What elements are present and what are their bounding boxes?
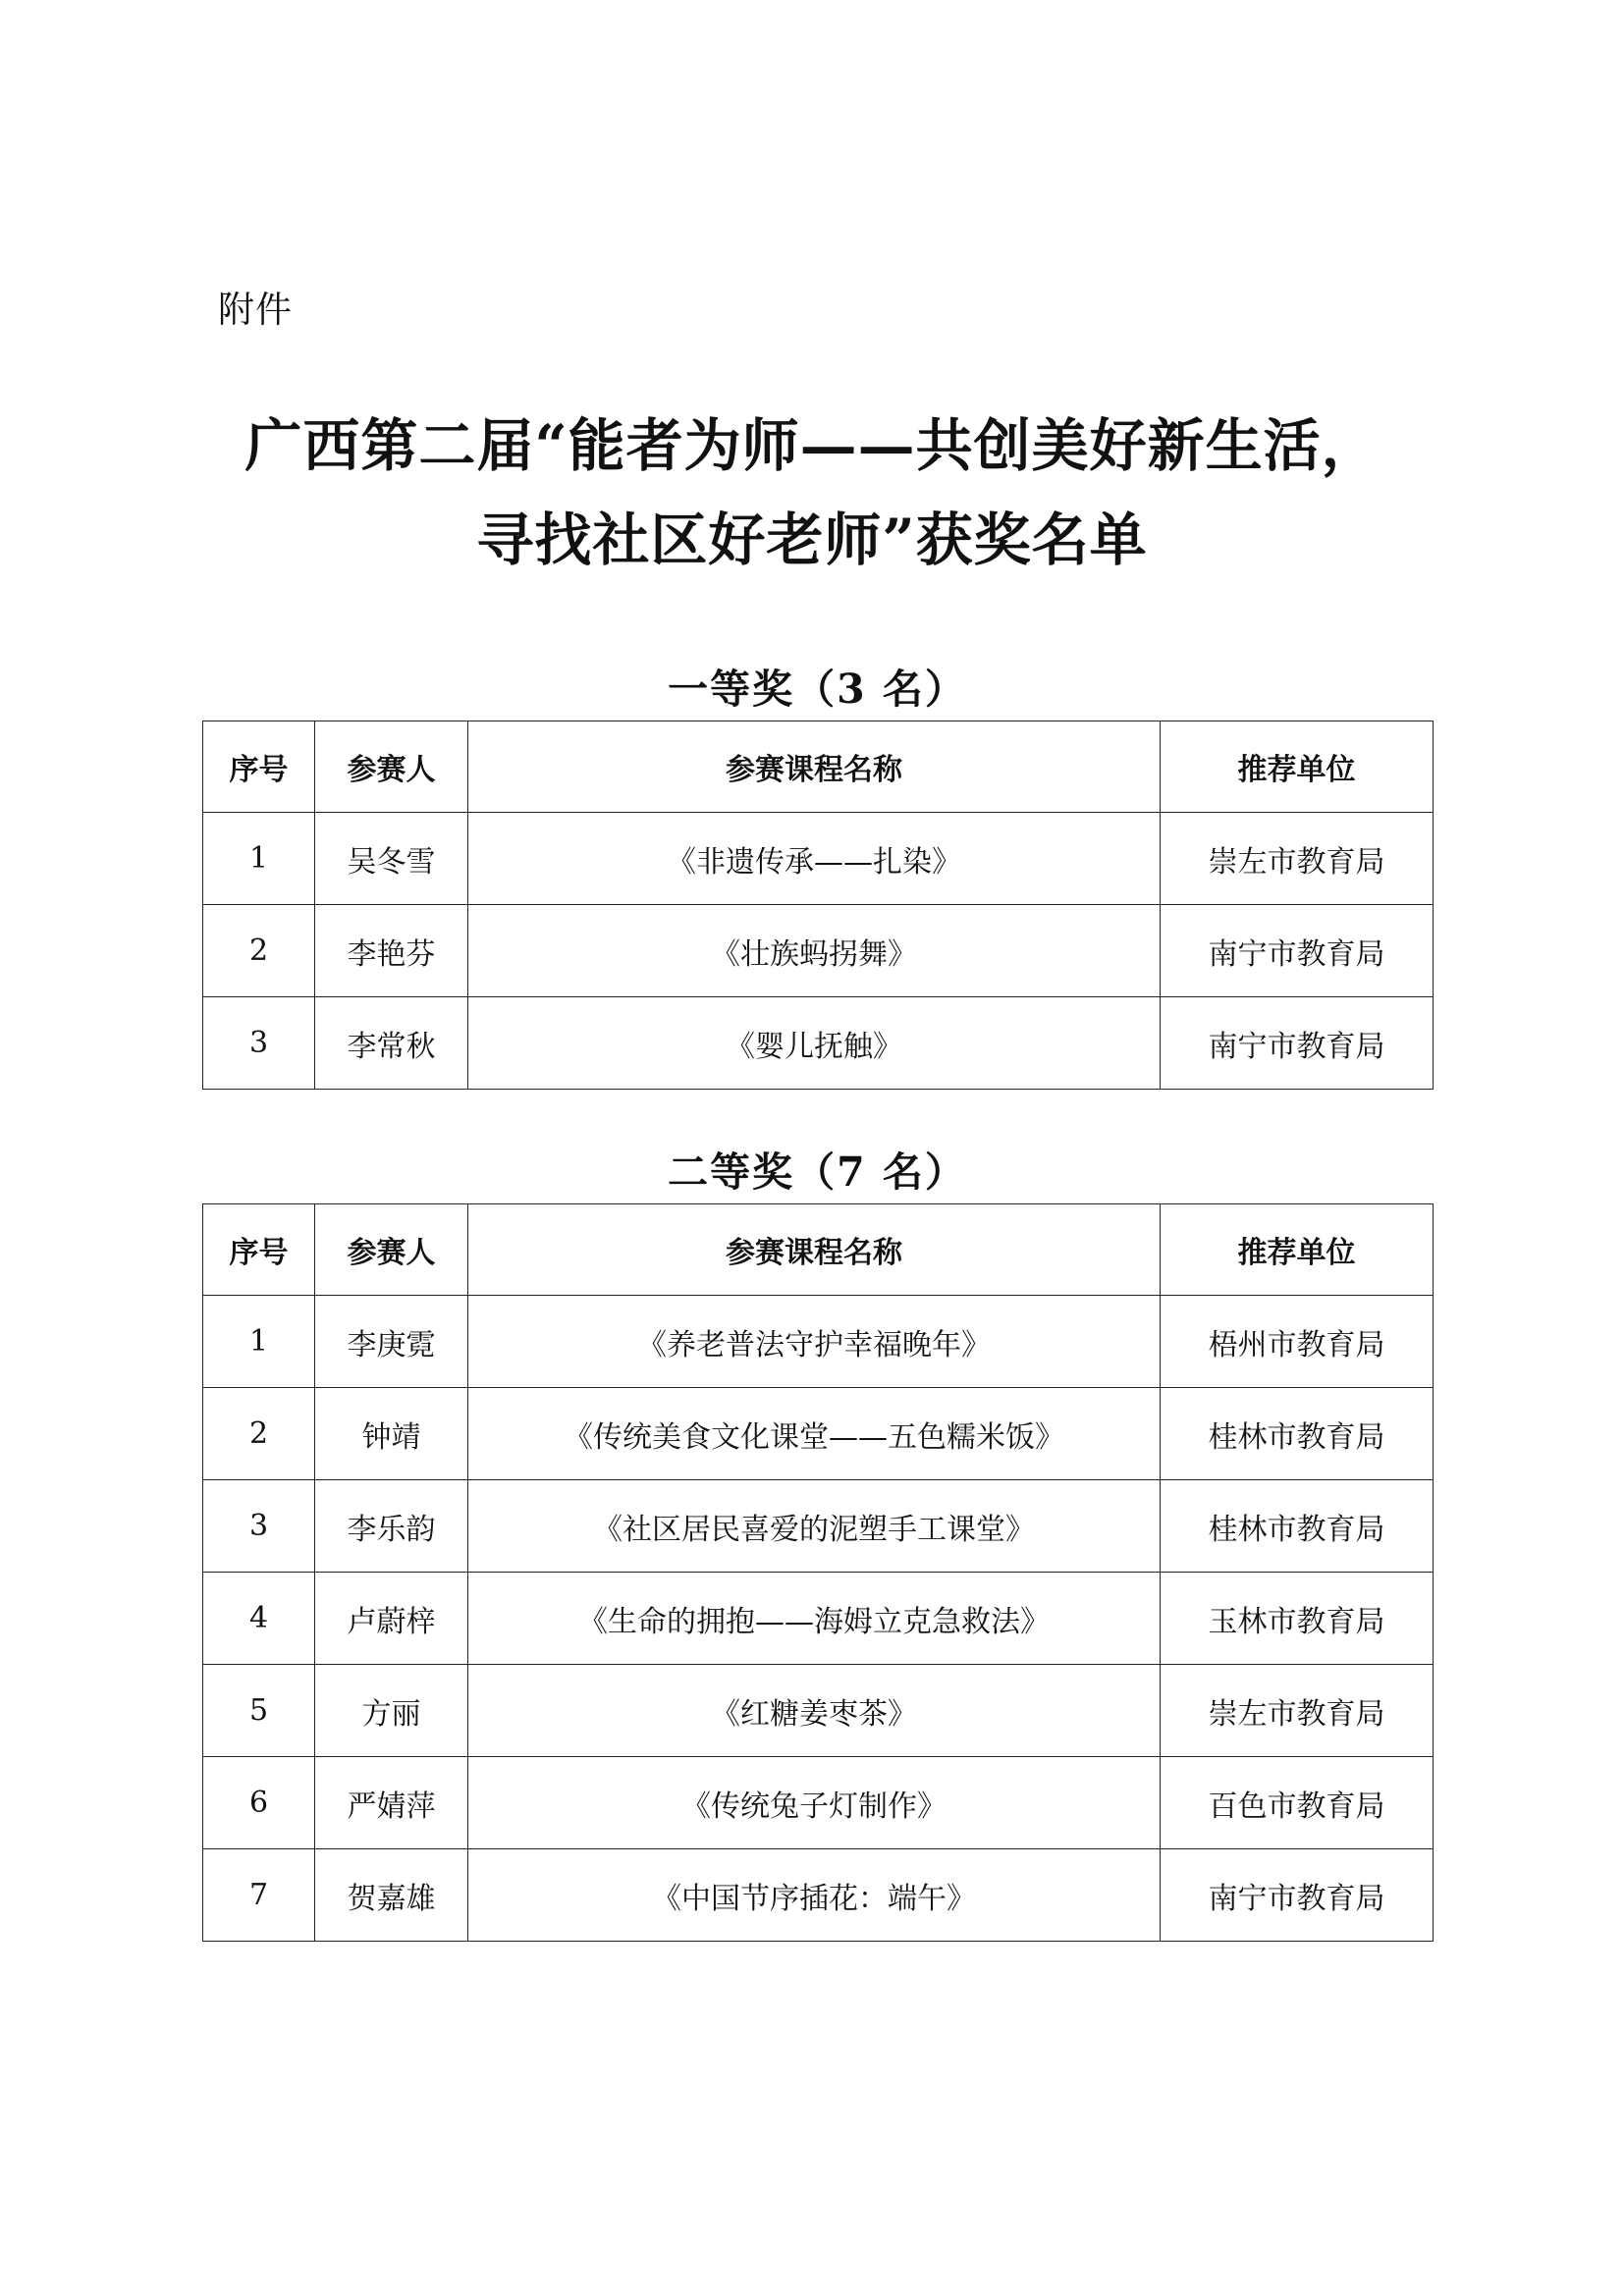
cell-no: 2: [203, 905, 315, 997]
document-title-line-2: 寻找社区好老师”获奖名单: [476, 507, 1148, 573]
table-header-row: [203, 721, 1434, 813]
cell-no: 1: [203, 1296, 315, 1388]
document-title-line-1: 广西第二届“能者为师——共创美好新生活，: [244, 412, 1380, 479]
cell-course: 《非遗传承——扎染》: [468, 813, 1161, 905]
cell-unit: 南宁市教育局: [1161, 997, 1434, 1090]
header-no: 序号: [203, 1204, 315, 1296]
cell-participant: 李庚霓: [315, 1296, 468, 1388]
table-row: [203, 1480, 1434, 1573]
attachment-label: 附件: [218, 289, 293, 331]
cell-no: 3: [203, 1480, 315, 1573]
cell-no: 5: [203, 1665, 315, 1757]
cell-no: 2: [203, 1388, 315, 1480]
cell-participant: 李常秋: [315, 997, 468, 1090]
second-prize-heading: 二等奖（7 名）: [668, 1148, 967, 1196]
cell-participant: 吴冬雪: [315, 813, 468, 905]
cell-course: 《生命的拥抱——海姆立克急救法》: [468, 1573, 1161, 1665]
cell-course: 《壮族蚂拐舞》: [468, 905, 1161, 997]
cell-course: 《传统美食文化课堂——五色糯米饭》: [468, 1388, 1161, 1480]
table-row: [203, 1573, 1434, 1665]
cell-participant: 严婧萍: [315, 1757, 468, 1849]
header-no: 序号: [203, 721, 315, 813]
header-course: 参赛课程名称: [468, 721, 1161, 813]
cell-course: 《中国节序插花：端午》: [468, 1849, 1161, 1942]
cell-unit: 玉林市教育局: [1161, 1573, 1434, 1665]
table-row: [203, 1849, 1434, 1942]
table-row: [203, 997, 1434, 1090]
cell-participant: 贺嘉雄: [315, 1849, 468, 1942]
cell-course: 《婴儿抚触》: [468, 997, 1161, 1090]
cell-unit: 桂林市教育局: [1161, 1388, 1434, 1480]
first-prize-heading: 一等奖（3 名）: [668, 666, 967, 713]
header-course: 参赛课程名称: [468, 1204, 1161, 1296]
table-row: [203, 1757, 1434, 1849]
cell-participant: 李艳芬: [315, 905, 468, 997]
header-participant: 参赛人: [315, 721, 468, 813]
cell-no: 7: [203, 1849, 315, 1942]
cell-unit: 桂林市教育局: [1161, 1480, 1434, 1573]
cell-participant: 方丽: [315, 1665, 468, 1757]
second-prize-table: [202, 1203, 1434, 1942]
cell-no: 6: [203, 1757, 315, 1849]
header-unit: 推荐单位: [1161, 721, 1434, 813]
cell-unit: 梧州市教育局: [1161, 1296, 1434, 1388]
cell-no: 3: [203, 997, 315, 1090]
cell-unit: 崇左市教育局: [1161, 1665, 1434, 1757]
cell-participant: 卢蔚梓: [315, 1573, 468, 1665]
header-participant: 参赛人: [315, 1204, 468, 1296]
cell-course: 《红糖姜枣茶》: [468, 1665, 1161, 1757]
cell-unit: 崇左市教育局: [1161, 813, 1434, 905]
cell-unit: 百色市教育局: [1161, 1757, 1434, 1849]
cell-course: 《养老普法守护幸福晚年》: [468, 1296, 1161, 1388]
header-unit: 推荐单位: [1161, 1204, 1434, 1296]
table-header-row: [203, 1204, 1434, 1296]
cell-no: 1: [203, 813, 315, 905]
table-row: [203, 1296, 1434, 1388]
table-row: [203, 1665, 1434, 1757]
cell-unit: 南宁市教育局: [1161, 905, 1434, 997]
cell-participant: 李乐韵: [315, 1480, 468, 1573]
table-row: [203, 905, 1434, 997]
cell-unit: 南宁市教育局: [1161, 1849, 1434, 1942]
table-row: [203, 813, 1434, 905]
table-row: [203, 1388, 1434, 1480]
cell-no: 4: [203, 1573, 315, 1665]
cell-course: 《社区居民喜爱的泥塑手工课堂》: [468, 1480, 1161, 1573]
first-prize-table: [202, 721, 1434, 1090]
cell-course: 《传统兔子灯制作》: [468, 1757, 1161, 1849]
cell-participant: 钟靖: [315, 1388, 468, 1480]
